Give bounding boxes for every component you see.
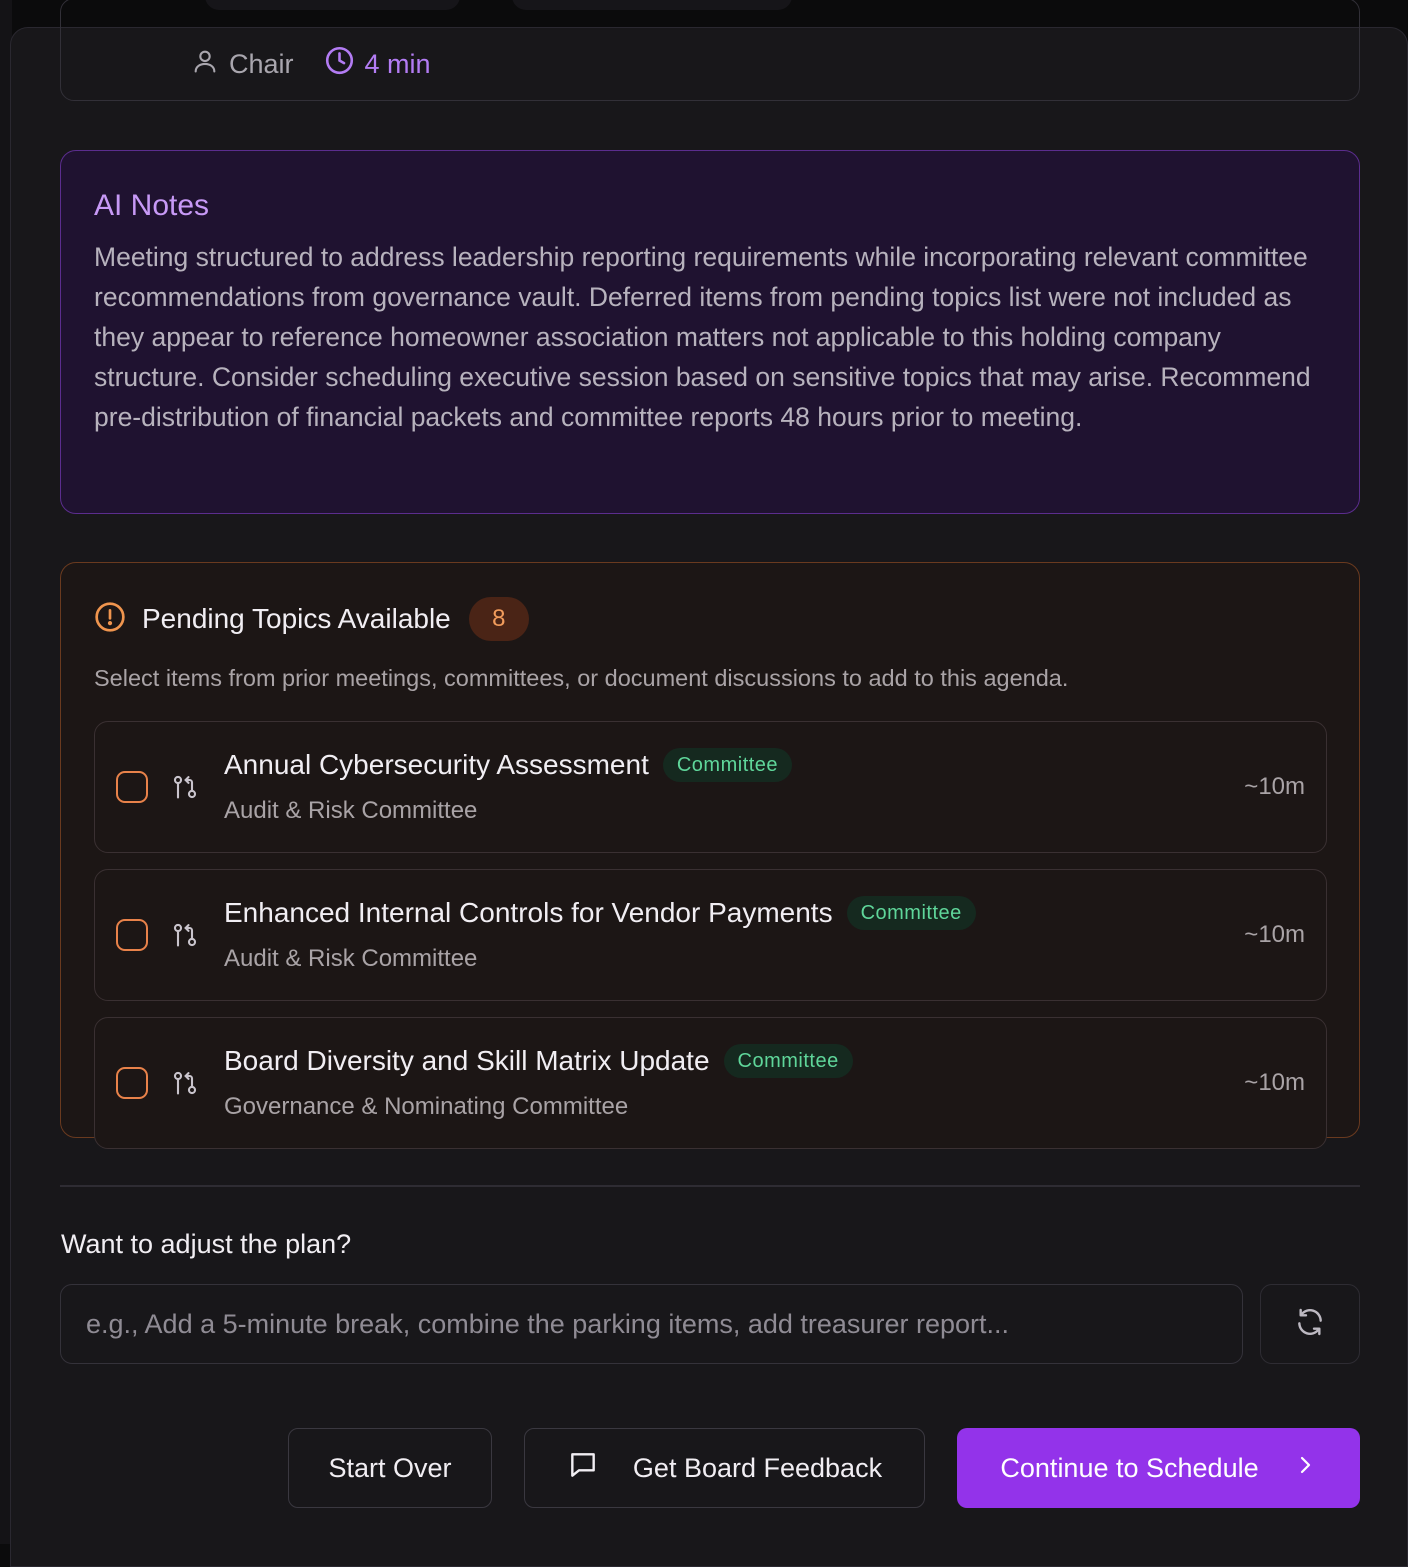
- pending-topics-list[interactable]: [94, 721, 1327, 1120]
- topic-checkbox[interactable]: [116, 919, 148, 951]
- ai-notes-title: AI Notes: [94, 189, 210, 222]
- git-pull-request-icon: [171, 773, 199, 806]
- message-square-icon: [567, 1449, 599, 1488]
- pending-topics-header: [94, 597, 529, 641]
- adjust-plan-input[interactable]: [60, 1284, 1243, 1364]
- topic-title-row: [224, 748, 792, 782]
- pending-count-badge: 8: [469, 597, 529, 641]
- topic-name: Board Diversity and Skill Matrix Update: [224, 1045, 710, 1076]
- committee-badge: Committee: [724, 1044, 853, 1078]
- section-divider: [60, 1185, 1360, 1187]
- item-duration-label: 4 min: [364, 48, 431, 79]
- regenerate-button[interactable]: [1260, 1284, 1360, 1364]
- topic-source: Audit & Risk Committee: [224, 797, 478, 824]
- topic-duration: ~10m: [1244, 1069, 1305, 1096]
- committee-badge: Committee: [847, 896, 976, 930]
- pending-topics-title: Pending Topics Available: [142, 603, 451, 634]
- topic-name: Annual Cybersecurity Assessment: [224, 749, 649, 780]
- adjust-plan-label: Want to adjust the plan?: [61, 1229, 352, 1259]
- refresh-icon: [1294, 1306, 1326, 1343]
- agenda-item-card: [60, 0, 1360, 101]
- pending-topic-item[interactable]: [94, 869, 1327, 1001]
- ai-notes-panel: [60, 150, 1360, 514]
- topic-duration: ~10m: [1244, 773, 1305, 800]
- topic-checkbox[interactable]: [116, 1067, 148, 1099]
- pending-topic-item[interactable]: [94, 721, 1327, 853]
- committee-badge: Committee: [663, 748, 792, 782]
- continue-label: Continue to Schedule: [1000, 1452, 1259, 1483]
- ai-notes-body: Meeting structured to address leadership reporting requirements while incorporating relevant committee recommendations from governance vault. Deferred items from pending topics list were not included as they appear to reference homeowner association matters not applicable to this holding company structure. Consider scheduling executive session based on sensitive topics that may arise. Recommend pre-distribution of financial packets and committee reports 48 hours prior to meeting.: [94, 242, 1311, 432]
- presenter-role: [191, 47, 294, 82]
- git-pull-request-icon: [171, 921, 199, 954]
- chevron-right-icon: [1293, 1453, 1317, 1484]
- topic-source: Governance & Nominating Committee: [224, 1093, 629, 1120]
- clock-icon: [324, 45, 355, 83]
- user-icon: [191, 47, 219, 82]
- topic-title-row: [224, 896, 976, 930]
- agenda-item-meta: [191, 45, 431, 83]
- topic-duration: ~10m: [1244, 921, 1305, 948]
- agenda-builder-modal: [10, 27, 1408, 1567]
- continue-to-schedule-button[interactable]: [957, 1428, 1360, 1508]
- presenter-role-label: Chair: [229, 48, 294, 79]
- start-over-button[interactable]: Start Over: [288, 1428, 492, 1508]
- topic-title-row: [224, 1044, 853, 1078]
- topic-checkbox[interactable]: [116, 771, 148, 803]
- pending-topic-item[interactable]: [94, 1017, 1327, 1149]
- item-duration: [324, 45, 431, 83]
- git-pull-request-icon: [171, 1069, 199, 1102]
- pending-topics-panel: [60, 562, 1360, 1138]
- topic-source: Audit & Risk Committee: [224, 945, 478, 972]
- get-board-feedback-label: Get Board Feedback: [632, 1452, 883, 1483]
- alert-circle-icon: [94, 601, 126, 638]
- topic-name: Enhanced Internal Controls for Vendor Payments: [224, 897, 833, 928]
- pending-topics-subtitle: Select items from prior meetings, committees, or document discussions to add to this agenda.: [94, 665, 1069, 691]
- get-board-feedback-button[interactable]: [524, 1428, 925, 1508]
